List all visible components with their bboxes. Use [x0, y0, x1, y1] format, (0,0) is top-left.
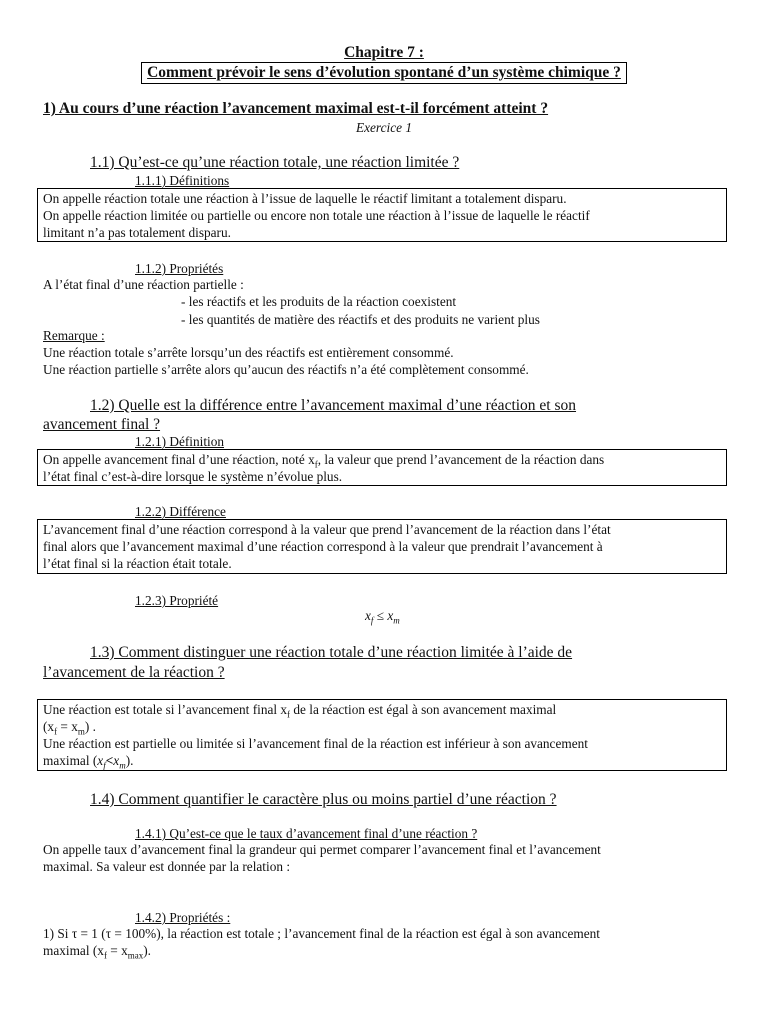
final-advancement-definition-box [37, 449, 727, 486]
rate-definition-line: maximal. Sa valeur est donnée par la relation : [43, 859, 291, 874]
subsection-1-3-title-line-2: l’avancement de la réaction ? [43, 664, 225, 681]
properties-intro: A l’état final d’une réaction partielle : [43, 277, 244, 292]
distinction-line: maximal $(x_f<x_m)$. [43, 753, 134, 771]
property-1-line: 1) Si τ = 1 (τ = 100%), la réaction est totale ; l’avancement final de la réaction est égal à son avancement [43, 926, 600, 941]
definition-line: l’état final c’est-à-dire lorsque le système n’évolue plus. [43, 469, 343, 484]
subsection-1-4-title: 1.4) Comment quantifier le caractère plus ou moins partiel d’une réaction ? [90, 791, 557, 808]
subsection-1-4-2-title: 1.4.2) Propriétés : [135, 910, 231, 925]
property-item: - les quantités de matière des réactifs et des produits ne varient plus [181, 312, 540, 327]
difference-line: final alors que l’avancement maximal d’une réaction correspond à la valeur que prendrait l’avancement à [43, 539, 603, 554]
subsection-1-2-title-line-2: avancement final ? [43, 416, 161, 433]
subsection-1-1-2-title: 1.1.2) Propriétés [135, 261, 224, 276]
rate-definition-line: On appelle taux d’avancement final la grandeur qui permet comparer l’avancement final et l’avancement [43, 842, 601, 857]
distinction-line: $(x_f = x_m)$ . [43, 719, 96, 737]
difference-box [37, 519, 727, 574]
definition-line: On appelle réaction limitée ou partielle ou encore non totale une réaction à l’issue de laquelle le réactif [43, 208, 590, 223]
subsection-1-2-title-line-1: 1.2) Quelle est la différence entre l’avancement maximal d’une réaction et son [90, 397, 577, 414]
exercise-label: Exercice 1 [356, 120, 412, 135]
inequality-formula: $x_f \le x_m$ [365, 608, 400, 626]
definitions-box [37, 188, 727, 242]
subsection-1-1-title: 1.1) Qu’est-ce qu’une réaction totale, une réaction limitée ? [90, 154, 460, 171]
subsection-1-2-3-title: 1.2.3) Propriété [135, 593, 219, 608]
section-1-title: 1) Au cours d’une réaction l’avancement maximal est-t-il forcément atteint ? [43, 100, 549, 117]
chapter-heading: Chapitre 7 : [344, 44, 424, 61]
distinction-line: Une réaction est totale si l’avancement final $x_f$ de la réaction est égal à son avancement maximal [43, 702, 557, 720]
definition-line: On appelle avancement final d’une réaction, noté $x_f$, la valeur que prend l’avancement de la réaction dans [43, 452, 605, 470]
chapter-title: Comment prévoir le sens d’évolution spontané d’un système chimique ? [141, 62, 627, 84]
distinction-line: Une réaction est partielle ou limitée si l’avancement final de la réaction est inférieur à son avancement [43, 736, 588, 751]
definition-line: On appelle réaction totale une réaction à l’issue de laquelle le réactif limitant a totalement disparu. [43, 191, 567, 206]
definition-line: limitant n’a pas totalement disparu. [43, 225, 231, 240]
subsection-1-2-2-title: 1.2.2) Différence [135, 504, 226, 519]
subsection-1-4-1-title: 1.4.1) Qu’est-ce que le taux d’avancement final d’une réaction ? [135, 826, 478, 841]
difference-line: L’avancement final d’une réaction correspond à la valeur que prend l’avancement de la réaction dans l’état [43, 522, 611, 537]
subsection-1-2-1-title: 1.2.1) Définition [135, 434, 225, 449]
remark-line: Une réaction totale s’arrête lorsqu’un des réactifs est entièrement consommé. [43, 345, 454, 360]
remark-title: Remarque : [43, 328, 105, 343]
subsection-1-3-title-line-1: 1.3) Comment distinguer une réaction totale d’une réaction limitée à l’aide de [90, 644, 573, 661]
difference-line: l’état final si la réaction était totale. [43, 556, 232, 571]
remark-line: Une réaction partielle s’arrête alors qu’aucun des réactifs n’a été complètement consommé. [43, 362, 529, 377]
distinction-box [37, 699, 727, 771]
chapter-title-wrapper [0, 62, 768, 84]
subsection-1-1-1-title: 1.1.1) Définitions [135, 173, 230, 188]
property-1-line-2: maximal $(x_f = x_{max})$. [43, 943, 151, 961]
property-item: - les réactifs et les produits de la réaction coexistent [181, 294, 457, 309]
